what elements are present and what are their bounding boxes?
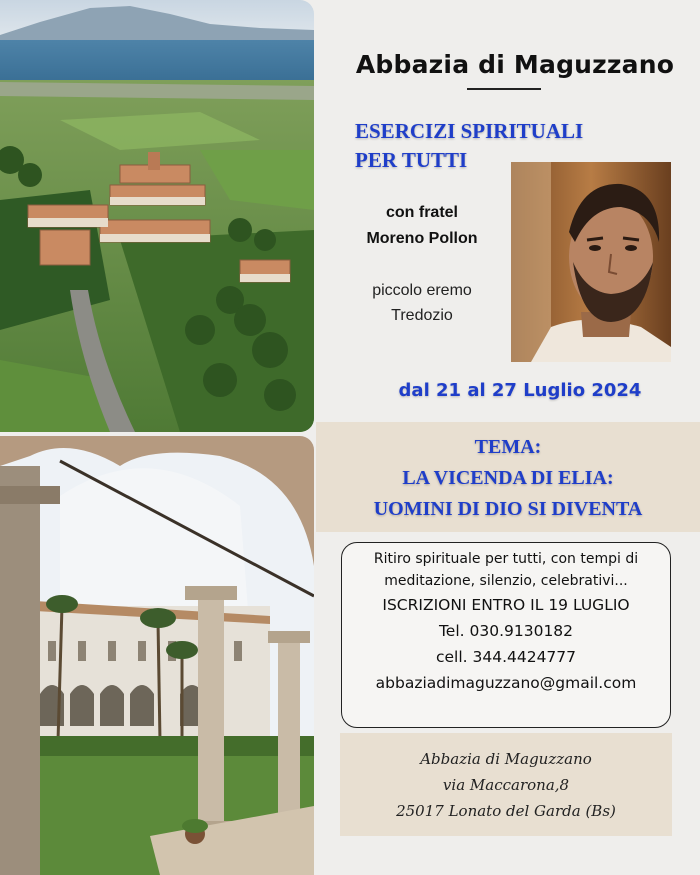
speaker-name: Moreno Pollon bbox=[366, 230, 478, 247]
place-line-1: piccolo eremo bbox=[372, 282, 472, 299]
speaker-block bbox=[338, 200, 506, 252]
address-block bbox=[340, 746, 672, 824]
speaker-place bbox=[338, 278, 506, 328]
info-block bbox=[341, 548, 671, 696]
place-line-2: Tredozio bbox=[391, 307, 453, 324]
description-line-2: meditazione, silenzio, celebrativi... bbox=[384, 573, 628, 589]
speaker-portrait-photo bbox=[511, 162, 671, 362]
cloister-photo bbox=[0, 436, 314, 875]
aerial-abbey-photo bbox=[0, 0, 314, 432]
phone-number: Tel. 030.9130182 bbox=[438, 622, 574, 640]
theme-line-3: UOMINI DI DIO SI DIVENTA bbox=[373, 498, 643, 520]
cell-number: cell. 344.4424777 bbox=[435, 648, 577, 666]
email-address: abbaziadimaguzzano@gmail.com bbox=[375, 674, 637, 692]
subtitle-line-1: ESERCIZI SPIRITUALI bbox=[355, 119, 584, 143]
theme-line-1: TEMA: bbox=[474, 436, 542, 458]
address-line-2: via Maccarona,8 bbox=[442, 776, 570, 794]
description-line-1: Ritiro spirituale per tutti, con tempi di bbox=[373, 551, 639, 567]
event-dates: dal 21 al 27 Luglio 2024 bbox=[398, 380, 642, 401]
subtitle-line-2: PER TUTTI bbox=[355, 148, 468, 172]
theme-line-2: LA VICENDA DI ELIA: bbox=[402, 467, 614, 489]
address-line-3: 25017 Lonato del Garda (Bs) bbox=[396, 802, 616, 820]
theme-block bbox=[316, 432, 700, 525]
address-line-1: Abbazia di Maguzzano bbox=[420, 750, 592, 768]
speaker-prefix: con fratel bbox=[385, 204, 458, 221]
title-divider bbox=[467, 88, 541, 90]
abbey-title: Abbazia di Maguzzano bbox=[355, 50, 675, 79]
registration-deadline: ISCRIZIONI ENTRO IL 19 LUGLIO bbox=[382, 596, 630, 614]
